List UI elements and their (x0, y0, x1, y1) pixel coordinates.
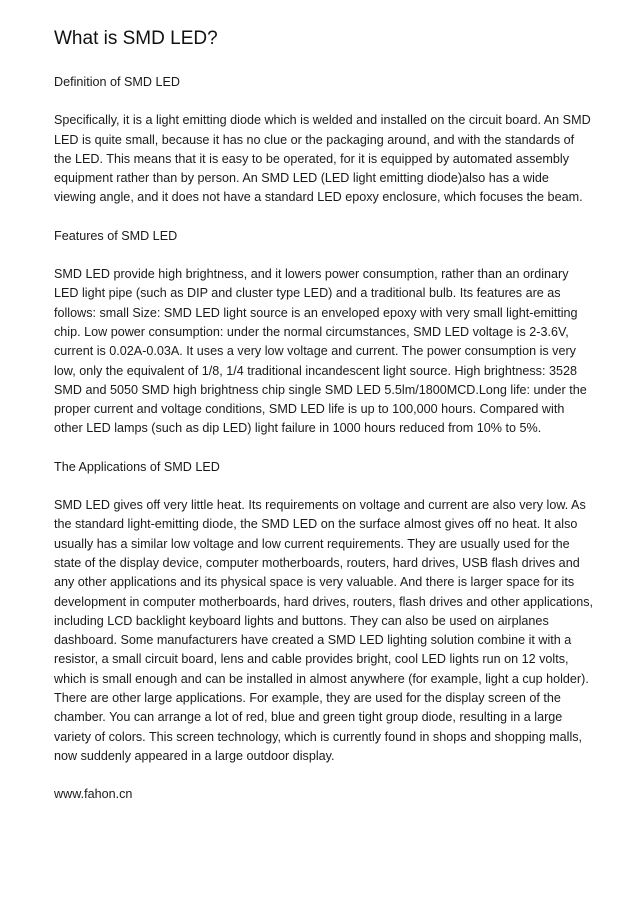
section-applications (54, 458, 594, 766)
footer-website: www.fahon.cn (54, 787, 133, 802)
document-page (54, 26, 594, 804)
section-heading: Features of SMD LED (54, 228, 178, 243)
section-heading: The Applications of SMD LED (54, 459, 220, 474)
page-title: What is SMD LED? (54, 28, 218, 49)
section-definition (54, 73, 594, 208)
section-body: SMD LED provide high brightness, and it lowers power consumption, rather than an ordinary LED light pipe (such as DIP and cluster type LED) and a traditional bulb. Its features are as follows: small Size: SMD LED light source is an enveloped epoxy with very small light-emitting chip. Low power consumption: under the normal circumstances, SMD LED voltage is 2-3.6V, current is 0.02A-0.03A. It uses a very low voltage and current. The power consumption is very low, only the equivalent of 1/8, 1/4 traditional incandescent light source. High brightness: 3528 SMD and 5050 SMD high brightness chip single SMD LED 5.5lm/1800MCD.Long life: under the proper current and voltage conditions, SMD LED life is up to 100,000 hours. Compared with other LED lamps (such as dip LED) light failure in 1000 hours reduced from 10% to 5%. (54, 267, 587, 436)
section-body: SMD LED gives off very little heat. Its requirements on voltage and current are also very low. As the standard light-emitting diode, the SMD LED on the surface almost gives off no heat. It also usually has a similar low voltage and low current requirements. They are usually used for the state of the display device, computer motherboards, routers, hard drives, USB flash drives and any other applications and its physical space is very valuable. And there is larger space for its development in computer motherboards, hard drives, routers, flash drives and other applications, including LCD backlight keyboard lights and buttons. They can also be used on airplanes dashboard. Some manufacturers have created a SMD LED lighting solution combine it with a resistor, a small circuit board, lens and cable provides bright, cool LED lights run on 12 volts, which is small enough and can be installed in almost anywhere (for example, light a cup holder). There are other large applications. For example, they are used for the display screen of the chamber. You can arrange a lot of red, blue and green tight group diode, resulting in a large variety of colors. This screen technology, which is currently found in shops and shopping malls, now suddenly appeared in a large outdoor display. (54, 498, 594, 763)
section-features (54, 227, 594, 439)
section-heading: Definition of SMD LED (54, 75, 180, 89)
section-body: Specifically, it is a light emitting diode which is welded and installed on the circuit board. An SMD LED is quite small, because it has no clue or the packaging around, and with the standards of the LED. This means that it is easy to be operated, for it is equipped by automated assembly equipment rather than by person. An SMD LED (LED light emitting diode)also has a wide viewing angle, and it does not have a standard LED epoxy enclosure, which focuses the beam. (54, 113, 591, 205)
